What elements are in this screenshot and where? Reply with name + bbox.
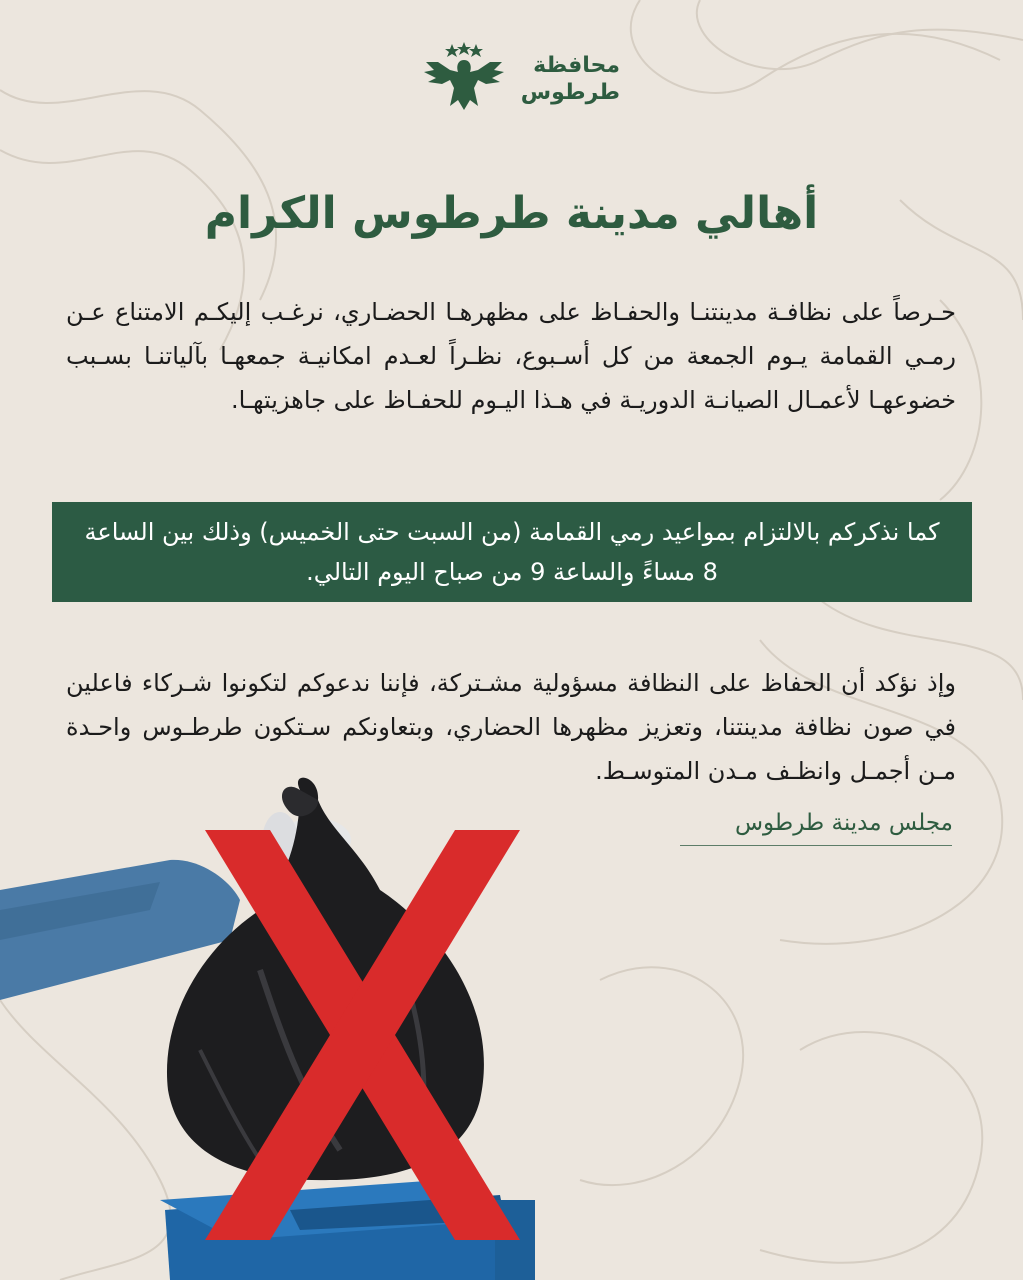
logo-text <box>500 52 620 106</box>
logo-line2: طرطوس <box>520 80 620 105</box>
logo-line1: محافظة <box>533 53 620 78</box>
garbage-bag-over-bin-crossed-out-icon <box>0 770 560 1280</box>
eagle-with-stars-icon <box>420 40 504 118</box>
signature: مجلس مدينة طرطوس <box>734 810 953 836</box>
governorate-logo <box>410 40 620 120</box>
page-title: أهالي مدينة طرطوس الكرام <box>204 188 819 239</box>
intro-paragraph: حـرصاً على نظافـة مدينتنـا والحفـاظ على مظهرهـا الحضـاري، نرغـب إليكـم الامتناع عـن رمـي القمامة يـوم الجمعة من كل أسـبوع، نظـراً لعـدم امكانيـة جمعهـا بآلياتنـا بسـبب خضوعهـا لأعمـال الصيانـة الدوريـة في هـذا اليـوم للحفـاظ على جاهزيتهـا. <box>66 298 956 414</box>
signature-underline <box>680 845 952 846</box>
closing-paragraph: وإذ نؤكد أن الحفاظ على النظافة مسؤولية مشـتركة، فإننا ندعوكم لتكونوا شـركاء فاعلين في صون نظافة مدينتنا، وتعزيز مظهرها الحضاري، وبتعاونكم سـتكون طرطـوس واحـدة مـن أجمـل وانظـف مـدن المتوسـط. <box>66 669 956 785</box>
schedule-banner: كما نذكركم بالالتزام بمواعيد رمي القمامة (من السبت حتى الخميس) وذلك بين الساعة 8 مساءً والساعة 9 من صباح اليوم التالي. <box>52 502 972 602</box>
